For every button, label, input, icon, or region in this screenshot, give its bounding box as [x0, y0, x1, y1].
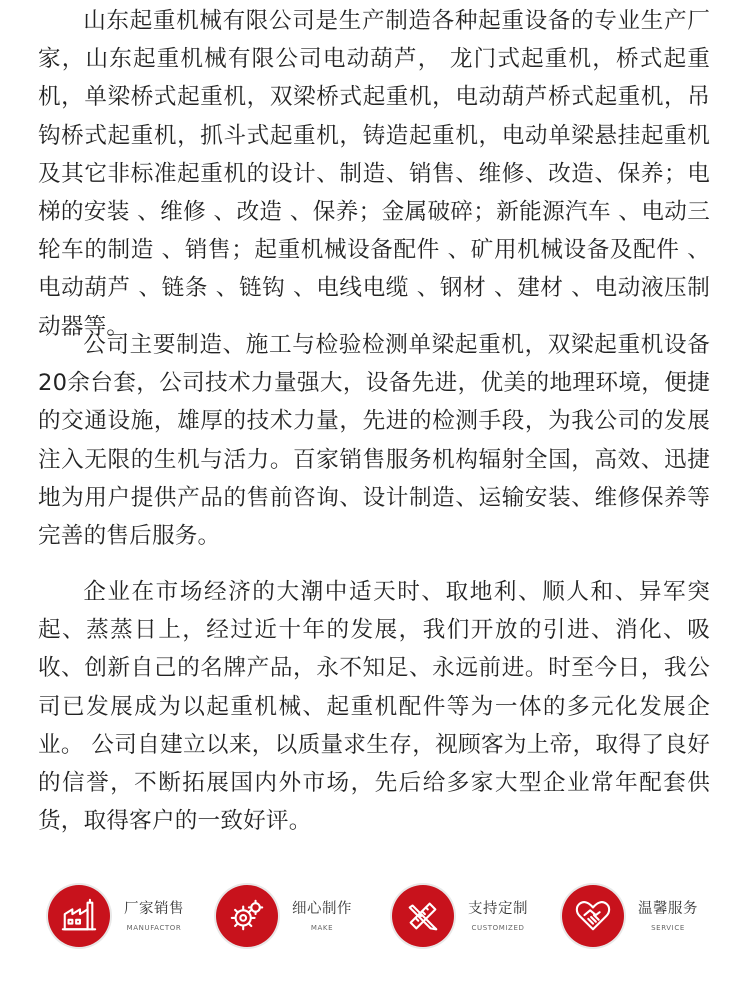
- feature-title: 细心制作: [292, 900, 352, 917]
- paragraph-development: 企业在市场经济的大潮中适天时、取地利、顺人和、异军突起、蒸蒸日上，经过近十年的发展，我们开放的引进、消化、吸收、创新自己的名牌产品，永不知足、永远前进。时至今日，我公司已发展成为以起重机械、起重机配件等为一体的多元化发展企业。 公司自建立以来，以质量求生存，视顾客为上帝，取得了良好的信誉，不断拓展国内外市场，先后给多家大型企业常年配套供货，取得客户的一致好评。: [38, 579, 710, 835]
- feature-strip: [0, 880, 750, 960]
- feature-title: 温馨服务: [638, 900, 698, 917]
- feature-subtitle: MAKE: [310, 923, 334, 932]
- feature-manufacturer: [48, 885, 184, 947]
- ruler-pencil-icon: [392, 885, 454, 947]
- feature-subtitle: MANUFACTOR: [126, 923, 182, 932]
- feature-title: 支持定制: [468, 900, 528, 917]
- feature-subtitle: CUSTOMIZED: [471, 923, 525, 932]
- feature-make: [216, 885, 352, 947]
- factory-icon: [48, 885, 110, 947]
- paragraph-capability: 公司主要制造、施工与检验检测单梁起重机，双梁起重机设备20余台套，公司技术力量强大，设备先进，优美的地理环境，便捷的交通设施，雄厚的技术力量，先进的检测手段，为我公司的发展注入无限的生机与活力。百家销售服务机构辐射全国，高效、迅捷地为用户提供产品的售前咨询、设计制造、运输安装、维修保养等完善的售后服务。: [38, 332, 710, 550]
- feature-service: [562, 885, 698, 947]
- feature-customized: [392, 885, 528, 947]
- gears-icon: [216, 885, 278, 947]
- heart-handshake-icon: [562, 885, 624, 947]
- feature-subtitle: SERVICE: [651, 923, 685, 932]
- paragraph-intro: 山东起重机械有限公司是生产制造各种起重设备的专业生产厂家，山东起重机械有限公司电动葫芦， 龙门式起重机，桥式起重机，单梁桥式起重机，双梁桥式起重机，电动葫芦桥式起重机，吊钩桥式起重机，抓斗式起重机，铸造起重机，电动单梁悬挂起重机及其它非标准起重机的设计、制造、销售、维修、改造、保养；电梯的安装 、维修 、改造 、保养；金属破碎；新能源汽车 、电动三轮车的制造 、销售；起重机械设备配件 、矿用机械设备及配件 、电动葫芦 、链条 、链钩 、电线电缆 、钢材 、建材 、电动液压制动器等。: [38, 8, 710, 340]
- feature-title: 厂家销售: [124, 900, 184, 917]
